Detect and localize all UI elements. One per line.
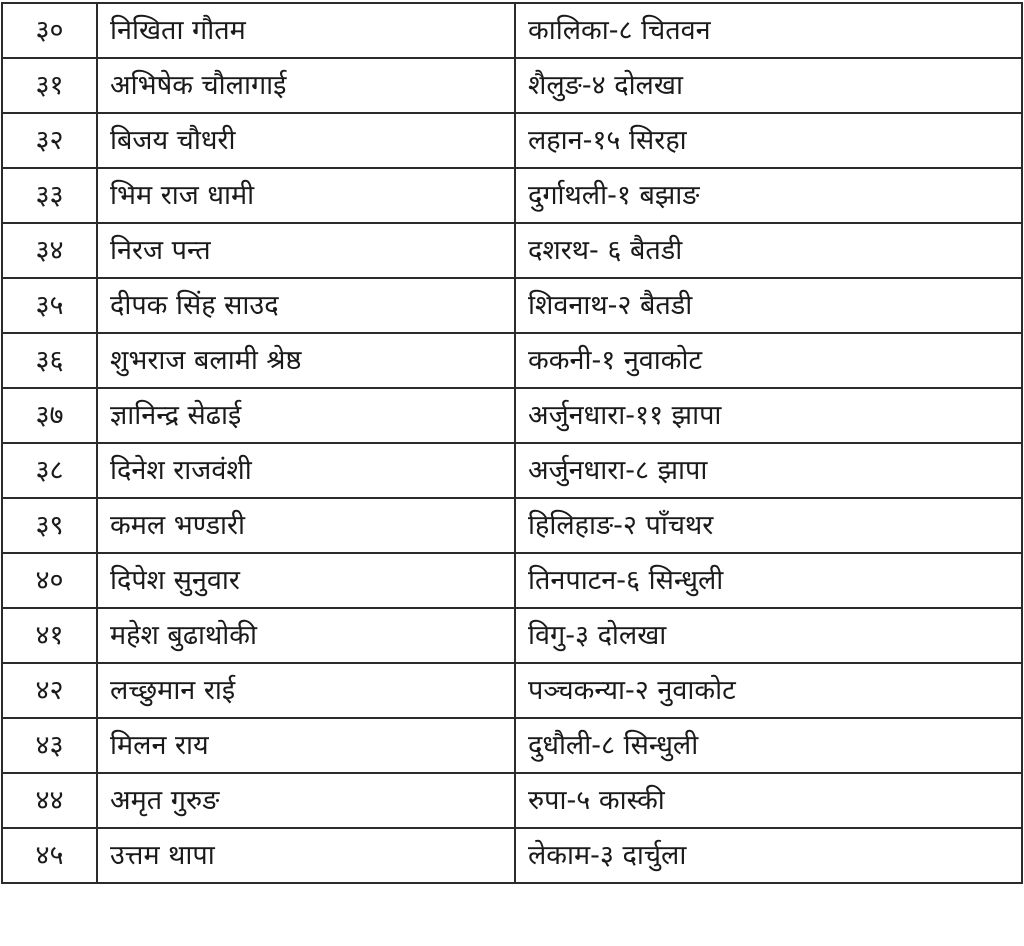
table-row [2,608,1022,663]
address-cell: विगु-३ दोलखा [515,608,1022,663]
address-cell: दुर्गाथली-१ बझाङ [515,168,1022,223]
table-row [2,278,1022,333]
name-cell: शुभराज बलामी श्रेष्ठ [97,333,515,388]
name-cell: भिम राज धामी [97,168,515,223]
name-cell: निरज पन्त [97,223,515,278]
name-cell: दिनेश राजवंशी [97,443,515,498]
serial-number-cell: ३४ [2,223,97,278]
serial-number-cell: ४५ [2,828,97,883]
address-cell: अर्जुनधारा-८ झापा [515,443,1022,498]
address-cell: लहान-१५ सिरहा [515,113,1022,168]
address-cell: हिलिहाङ-२ पाँचथर [515,498,1022,553]
roster-table-container [1,2,1021,884]
serial-number-cell: ३५ [2,278,97,333]
address-cell: शिवनाथ-२ बैतडी [515,278,1022,333]
serial-number-cell: ३१ [2,58,97,113]
serial-number-cell: ४३ [2,718,97,773]
serial-number-cell: ३९ [2,498,97,553]
address-cell: दुधौली-८ सिन्धुली [515,718,1022,773]
address-cell: लेकाम-३ दार्चुला [515,828,1022,883]
table-row [2,553,1022,608]
name-cell: दीपक सिंह साउद [97,278,515,333]
table-row [2,3,1022,58]
roster-table [1,2,1023,884]
table-row [2,333,1022,388]
serial-number-cell: ३८ [2,443,97,498]
name-cell: लच्छुमान राई [97,663,515,718]
address-cell: अर्जुनधारा-११ झापा [515,388,1022,443]
name-cell: कमल भण्डारी [97,498,515,553]
table-row [2,773,1022,828]
serial-number-cell: ३६ [2,333,97,388]
address-cell: दशरथ- ६ बैतडी [515,223,1022,278]
name-cell: बिजय चौधरी [97,113,515,168]
address-cell: शैलुङ-४ दोलखा [515,58,1022,113]
roster-table-body [2,3,1022,883]
serial-number-cell: ४४ [2,773,97,828]
address-cell: तिनपाटन-६ सिन्धुली [515,553,1022,608]
name-cell: अभिषेक चौलागाई [97,58,515,113]
table-row [2,223,1022,278]
name-cell: महेश बुढाथोकी [97,608,515,663]
name-cell: अमृत गुरुङ [97,773,515,828]
serial-number-cell: ४१ [2,608,97,663]
serial-number-cell: ३३ [2,168,97,223]
table-row [2,828,1022,883]
table-row [2,718,1022,773]
address-cell: ककनी-१ नुवाकोट [515,333,1022,388]
name-cell: निखिता गौतम [97,3,515,58]
address-cell: कालिका-८ चितवन [515,3,1022,58]
serial-number-cell: ३२ [2,113,97,168]
name-cell: उत्तम थापा [97,828,515,883]
name-cell: दिपेश सुनुवार [97,553,515,608]
table-row [2,58,1022,113]
table-row [2,663,1022,718]
serial-number-cell: ४० [2,553,97,608]
table-row [2,388,1022,443]
serial-number-cell: ४२ [2,663,97,718]
address-cell: पञ्चकन्या-२ नुवाकोट [515,663,1022,718]
serial-number-cell: ३० [2,3,97,58]
table-row [2,443,1022,498]
table-row [2,498,1022,553]
serial-number-cell: ३७ [2,388,97,443]
address-cell: रुपा-५ कास्की [515,773,1022,828]
table-row [2,113,1022,168]
name-cell: ज्ञानिन्द्र सेढाई [97,388,515,443]
name-cell: मिलन राय [97,718,515,773]
table-row [2,168,1022,223]
